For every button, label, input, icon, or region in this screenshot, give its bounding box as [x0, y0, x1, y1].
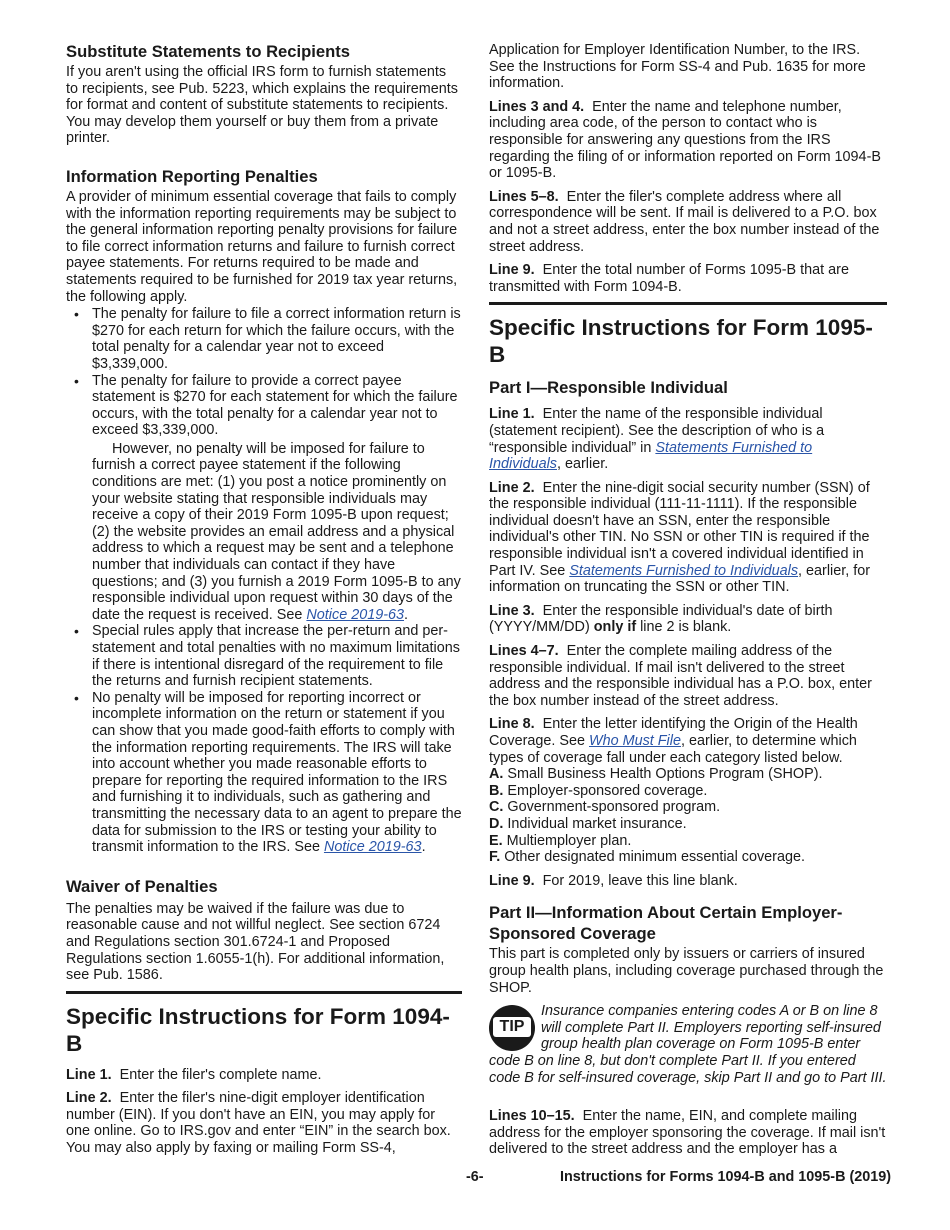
- origin-item: [489, 783, 887, 800]
- line-text: Enter the name of the responsible individual (statement recipient). See the description of who is a “responsible individual” in: [489, 406, 825, 456]
- page-number: -6-: [466, 1169, 484, 1185]
- line-text: Enter the filer's nine-digit employer identification number (EIN). If you don't have an EIN, you may apply for one online. Go to IRS.gov and enter “EIN” in the search box. You may also apply by faxing or mailing Form SS-4,: [66, 1090, 451, 1157]
- left-column: [66, 42, 462, 1164]
- penalties-intro: A provider of minimum essential coverage that fails to comply with the information reporting requirements may be subject to the general information reporting penalty provisions for failure to file correct information returns and failure to furnish correct payee statements. For returns required to be made and statements required to be furnished for 2019 tax year returns, the following apply.: [66, 188, 458, 305]
- line-text: Enter the letter identifying the Origin of the Health Coverage. See: [489, 716, 858, 749]
- origin-code: E.: [489, 832, 503, 849]
- line-text: , earlier, for information on truncating the SSN or other TIN.: [489, 562, 871, 596]
- line-label: Line 9.: [489, 872, 535, 889]
- right-column: [489, 42, 887, 1165]
- form-1095b-heading: Specific Instructions for Form 1095-B: [489, 302, 887, 368]
- part1-line2: [489, 480, 887, 596]
- penalties-list: [66, 306, 462, 856]
- origin-text: Other designated minimum essential coverage.: [504, 849, 805, 866]
- part1-heading: Part I—Responsible Individual: [489, 378, 728, 398]
- line-text: Enter the name, EIN, and complete mailing address for the employer sponsoring the coverage. If mail isn't delivered to the street address and the employer has a: [489, 1108, 886, 1158]
- footer-title: Instructions for Forms 1094-B and 1095-B (2019): [560, 1169, 892, 1185]
- origin-code: C.: [489, 799, 504, 816]
- penalty-bullet: • The penalty for failure to file a correct information return is $270 for each return for which the failure occurs, with the total penalty for a calendar year not to exceed $3,339,000.: [92, 306, 462, 372]
- notice-link[interactable]: Notice 2019-63: [306, 606, 405, 623]
- origin-text: Government-sponsored program.: [507, 799, 721, 816]
- lines-3-4-para: [489, 99, 887, 182]
- line-label: Lines 4–7.: [489, 643, 559, 660]
- line2-para: [66, 1090, 462, 1156]
- line-text: For 2019, leave this line blank.: [542, 872, 738, 889]
- part1-line1: [489, 406, 887, 472]
- statements-link[interactable]: Statements Furnished to Individuals: [489, 439, 813, 473]
- origin-text: Small Business Health Options Program (SHOP).: [507, 766, 823, 783]
- line-label: Line 2.: [66, 1090, 112, 1107]
- waiver-heading: Waiver of Penalties: [66, 876, 218, 896]
- who-must-file-link[interactable]: Who Must File: [589, 733, 681, 749]
- origin-code: A.: [489, 766, 504, 783]
- origin-item: [489, 816, 887, 833]
- tip-icon: [489, 1005, 535, 1051]
- however-paragraph: However, no penalty will be imposed for failure to furnish a correct payee statement if the following conditions are met: (1) you post a notice prominently on your website stating that responsible individuals may receive a copy of their 2019 Form 1095-B upon request; (2) the website provides an email address and a physical address to which a request may be sent and a telephone number that individuals can contact if they have questions; and (3) you furnish a 2019 Form 1095-B to any responsible individual upon request within 30 days of the date the request is received. See Notice 2019-63.: [92, 440, 461, 623]
- origin-item: [489, 799, 887, 816]
- line-text: Enter the responsible individual's date of birth (YYYY/MM/DD): [489, 602, 833, 636]
- substitute-statements-text: If you aren't using the official IRS form to furnish statements to recipients, see Pub. 5223, which explains the requirements for format and content of substitute statements to recipients. You may develop them yourself or buy them from a private printer.: [66, 64, 458, 147]
- penalty-bullet-text: The penalty for failure to provide a correct payee statement is $270 for each statement for which the failure occurs, with the total penalty for a calendar year not to exceed $3,339,000.: [92, 372, 458, 439]
- penalty-bullet: [92, 373, 462, 624]
- line-label: Lines 5–8.: [489, 188, 559, 205]
- line-text: Enter the nine-digit social security number (SSN) of the responsible individual (111-11-1111). If the responsible individual doesn't have an SSN, enter the responsible individual's other TIN. No SSN or other TIN is required if the responsible individual isn't a covered individual identified in Part IV. See: [489, 479, 870, 579]
- tip-label: TIP: [493, 1017, 531, 1037]
- only-if: only if: [593, 619, 637, 636]
- line-text: line 2 is blank.: [636, 619, 732, 636]
- line-text: Enter the total number of Forms 1095-B that are transmitted with Form 1094-B.: [489, 262, 849, 295]
- part1-line8: [489, 716, 887, 865]
- line-label: Line 8.: [489, 716, 535, 733]
- lines-5-8-para: [489, 189, 887, 255]
- origin-code: B.: [489, 782, 504, 799]
- tip-box: [489, 1003, 887, 1086]
- penalty-bullet-text: No penalty will be imposed for reporting incorrect or incomplete information on the return or statement if you can show that you made good-faith efforts to comply with the information reporting requirements. The IRS will take into account whether you made reasonable efforts to prepare for reporting the required information to the IRS and furnishing it to individuals, such as gathering and transmitting the necessary data to an agent to prepare the data for submission to the IRS or testing your ability to transmit information to the IRS. See: [92, 689, 462, 856]
- line-label: Line 1.: [489, 406, 535, 423]
- line-text: Enter the complete mailing address of the responsible individual. If mail isn't delivered to the street address and the responsible individual has a P.O. box, enter the box number instead of the street address.: [489, 643, 872, 709]
- line-text: Enter the name and telephone number, including area code, of the person to contact who is responsible for answering any questions from the IRS regarding the filing of or information reported on Form 1094-B or 1095-B.: [489, 98, 881, 182]
- waiver-text: The penalties may be waived if the failure was due to reasonable cause and not willful neglect. See section 6724 and Regulations section 301.6724-1 and Proposed Regulations section 1.6055-1(h). For additional information, see Pub. 1586.: [66, 900, 445, 984]
- line-label: Lines 3 and 4.: [489, 98, 585, 115]
- line-text: Enter the filer's complete name.: [119, 1066, 322, 1083]
- line-label: Line 3.: [489, 602, 535, 619]
- line-label: Line 2.: [489, 479, 535, 496]
- part2-heading: Part II—Information About Certain Employer-Sponsored Coverage: [489, 903, 843, 944]
- line-text: , earlier.: [557, 456, 609, 473]
- line-9-para: [489, 262, 887, 295]
- continued-text: Application for Employer Identification Number, to the IRS. See the Instructions for Form SS-4 and Pub. 1635 for more information.: [489, 42, 866, 92]
- line-text: Enter the filer's complete address where all correspondence will be sent. If mail is delivered to a P.O. box and not a street address, enter the box number instead of the street address.: [489, 188, 880, 255]
- penalty-bullet: • No penalty will be imposed for reporting incorrect or incomplete information on the return or statement if you can show that you made good-faith efforts to comply with the information reporting requirements. The IRS will take into account whether you made reasonable efforts to prepare for reporting the required information to the IRS and furnishing it to individuals, such as gathering and transmitting the necessary data to an agent to prepare the data for submission to the IRS or testing your ability to transmit information to the IRS. See Notice 2019-63.: [92, 690, 462, 856]
- line-text: , earlier, to determine which types of coverage fall under each category listed below.: [489, 733, 857, 766]
- penalty-bullet: • Special rules apply that increase the per-return and per-statement and total penalties with no maximum limitations if there is intentional disregard of the requirement to file the returns and furnish recipient statements.: [92, 623, 462, 689]
- part1-lines-4-7: [489, 643, 887, 709]
- origin-item: [489, 833, 887, 850]
- origin-code: D.: [489, 815, 504, 832]
- lines-10-15-para: [489, 1108, 887, 1158]
- part1-line3: [489, 603, 887, 636]
- origin-list: [489, 766, 887, 866]
- statements-link[interactable]: Statements Furnished to Individuals: [569, 562, 799, 579]
- penalties-heading: Information Reporting Penalties: [66, 166, 318, 186]
- part1-line9: [489, 873, 887, 890]
- line-label: Line 1.: [66, 1066, 112, 1083]
- origin-item: [489, 849, 887, 866]
- however-text: However, no penalty will be imposed for failure to furnish a correct payee statement if the following conditions are met: (1) you post a notice prominently on your website stating that responsible individuals may receive a copy of their 2019 Form 1095-B upon request; (2) the website provides an email address and a physical address to which a request may be sent and a telephone number that individuals can contact if they have questions; and (3) you furnish a 2019 Form 1095-B to any responsible individual upon request within 30 days of the date the request is received. See: [92, 440, 461, 623]
- line-label: Line 9.: [489, 262, 535, 279]
- origin-text: Multiemployer plan.: [506, 832, 632, 849]
- origin-code: F.: [489, 849, 501, 866]
- line1-para: [66, 1067, 462, 1084]
- form-1094b-heading: Specific Instructions for Form 1094-B: [66, 991, 462, 1057]
- part2-text: This part is completed only by issuers or carriers of insured group health plans, including coverage purchased through the SHOP.: [489, 946, 884, 996]
- origin-text: Individual market insurance.: [507, 815, 687, 832]
- origin-text: Employer-sponsored coverage.: [507, 782, 708, 799]
- line-label: Lines 10–15.: [489, 1108, 575, 1125]
- origin-item: [489, 766, 887, 783]
- notice-link[interactable]: Notice 2019-63: [323, 839, 422, 856]
- substitute-statements-heading: Substitute Statements to Recipients: [66, 42, 350, 61]
- tip-text: Insurance companies entering codes A or B on line 8 will complete Part II. Employers reporting self-insured group health plan coverage on Form 1095-B enter code B on line 8, but don't complete Part II. If you entered code B for self-insured coverage, skip Part II and go to Part III.: [489, 1003, 887, 1086]
